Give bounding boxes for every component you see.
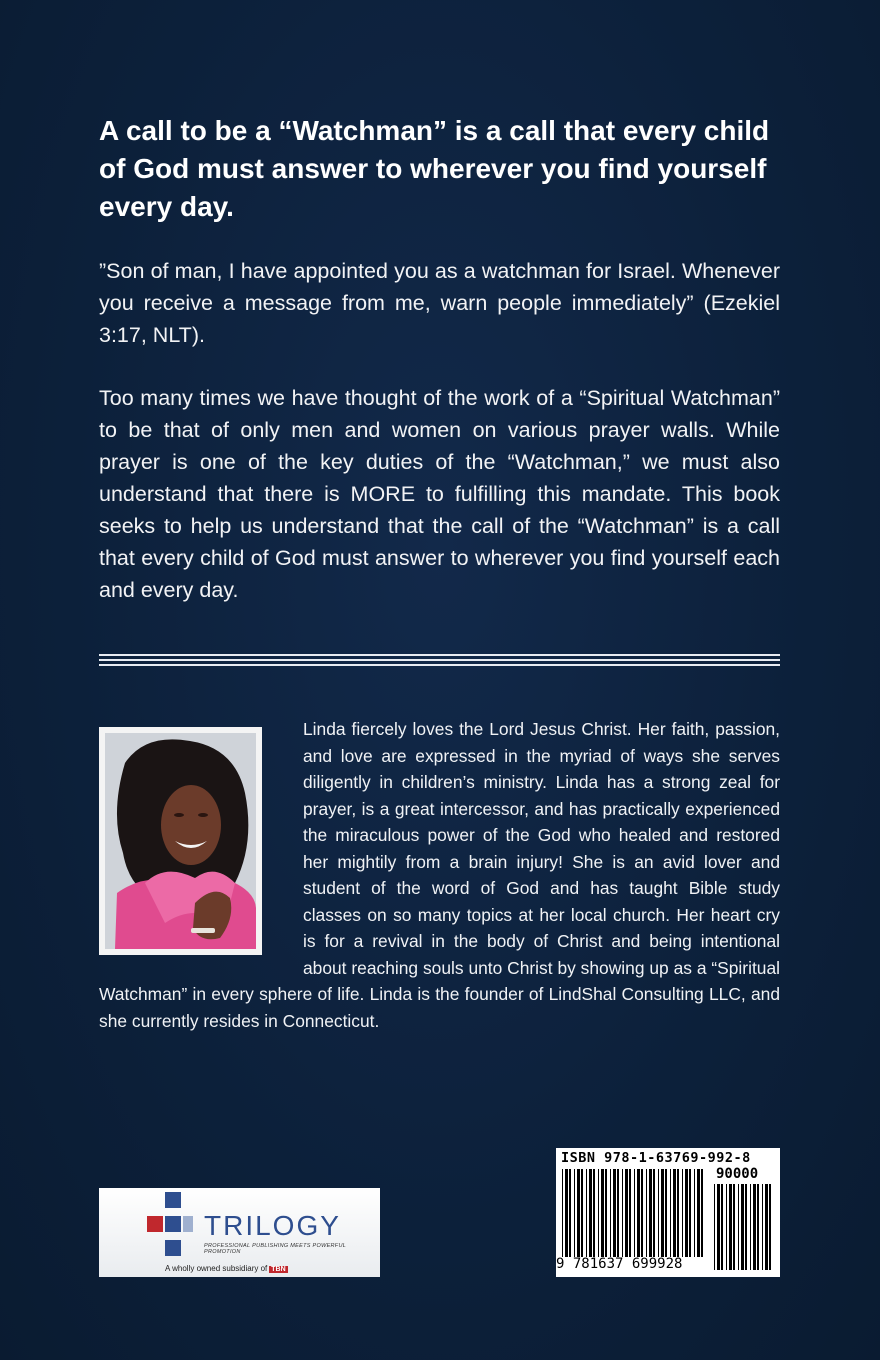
publisher-name: TRILOGY: [204, 1210, 341, 1241]
barcode-bar: [701, 1169, 703, 1257]
barcode-bar: [589, 1169, 592, 1257]
barcode-bar: [661, 1169, 664, 1257]
barcode-bar: [629, 1169, 631, 1257]
barcode-bar: [697, 1169, 700, 1257]
divider-line: [99, 659, 780, 661]
barcode-bar: [714, 1184, 715, 1270]
barcode-bar: [617, 1169, 619, 1257]
barcode-bar: [762, 1184, 763, 1270]
isbn-label: ISBN 978-1-63769-992-8: [561, 1150, 751, 1166]
barcode-bar: [694, 1169, 695, 1257]
barcode-bar: [622, 1169, 623, 1257]
divider-line: [99, 654, 780, 656]
barcode-bar: [685, 1169, 688, 1257]
barcode-bar: [670, 1169, 671, 1257]
barcode-bar: [653, 1169, 655, 1257]
barcode-bar: [577, 1169, 580, 1257]
barcode-bar: [605, 1169, 607, 1257]
triple-line-divider: [99, 654, 780, 666]
barcode-bar: [750, 1184, 751, 1270]
barcode-bar: [765, 1184, 768, 1270]
author-portrait-illustration: [105, 733, 256, 949]
barcode-bar: [646, 1169, 647, 1257]
barcode-bar: [738, 1184, 739, 1270]
addon-barcode-bars: [714, 1184, 774, 1270]
barcode-bar: [673, 1169, 676, 1257]
barcode-bar: [757, 1184, 759, 1270]
tbn-logo: TBN: [271, 1266, 286, 1273]
barcode-bar: [753, 1184, 756, 1270]
barcode-bar: [565, 1169, 568, 1257]
author-photo-image: [105, 733, 256, 949]
headline: A call to be a “Watchman” is a call that every child of God must answer to wherever you find yourself every day.: [99, 115, 770, 222]
barcode-bar: [665, 1169, 667, 1257]
divider-line: [99, 664, 780, 666]
barcode-bar: [741, 1184, 744, 1270]
barcode-bar: [726, 1184, 727, 1270]
author-bio: Linda fiercely loves the Lord Jesus Christ. Her faith, passion, and love are expressed in the myriad of ways she serves diligently in children’s ministry. Linda has a strong zeal for prayer, is a great intercessor, and has practically experienced the miraculous power of the God who healed and restored her mightily from a brain injury! She is an avid lover and student of the word of God and has taught Bible study classes on so many topics at her local church. Her heart cry is for a revival in the body of Christ and being intentional about reaching souls unto Christ by showing up as a “Spiritual Watchman” in every sphere of life. Linda is the founder of LindShal Consulting LLC, and she currently resides in Connecticut.: [99, 719, 780, 1031]
scripture-quote: ”Son of man, I have appointed you as a watchman for Israel. Whenever you receive a message from me, warn people immediately” (Ezekiel 3:17, NLT).: [99, 259, 780, 347]
publisher-subsidiary-line: [165, 1264, 288, 1273]
barcode-bar: [598, 1169, 599, 1257]
ean-number: 9 781637 699928: [556, 1256, 683, 1272]
barcode-bar: [637, 1169, 640, 1257]
barcode-bar: [586, 1169, 587, 1257]
barcode-bar: [689, 1169, 691, 1257]
barcode-bar: [745, 1184, 747, 1270]
barcode-bar: [677, 1169, 679, 1257]
trilogy-cross-icon: [147, 1192, 199, 1264]
publisher-subsidiary-text: A wholly owned subsidiary of: [165, 1264, 268, 1273]
barcode-bar: [641, 1169, 643, 1257]
barcode-bar: [658, 1169, 659, 1257]
ean-barcode-bars: [562, 1169, 706, 1257]
barcode-bar: [574, 1169, 575, 1257]
isbn-barcode: [556, 1148, 780, 1277]
publisher-tagline: PROFESSIONAL PUBLISHING MEETS POWERFUL PROMOTION: [204, 1243, 347, 1255]
barcode-bar: [562, 1169, 563, 1257]
publisher-logo: [99, 1188, 380, 1277]
barcode-bar: [593, 1169, 595, 1257]
barcode-bar: [682, 1169, 683, 1257]
barcode-bar: [721, 1184, 723, 1270]
barcode-bar: [634, 1169, 635, 1257]
barcode-bar: [610, 1169, 611, 1257]
barcode-bar: [581, 1169, 583, 1257]
barcode-bar: [625, 1169, 628, 1257]
book-description: Too many times we have thought of the work of a “Spiritual Watchman” to be that of only men and women on various prayer walls. While prayer is one of the key duties of the “Watchman,” we must also understand that there is MORE to fulfilling this mandate. This book seeks to help us understand that the call of the “Watchman” is a call that every child of God must answer to wherever you find yourself each and every day.: [99, 386, 780, 602]
barcode-bar: [601, 1169, 604, 1257]
price-addon-code: 90000: [716, 1166, 759, 1182]
barcode-bar: [733, 1184, 735, 1270]
barcode-bar: [717, 1184, 720, 1270]
barcode-bar: [569, 1169, 571, 1257]
author-photo: [99, 727, 262, 955]
barcode-bar: [649, 1169, 652, 1257]
barcode-bar: [729, 1184, 732, 1270]
barcode-bar: [769, 1184, 771, 1270]
barcode-bar: [613, 1169, 616, 1257]
